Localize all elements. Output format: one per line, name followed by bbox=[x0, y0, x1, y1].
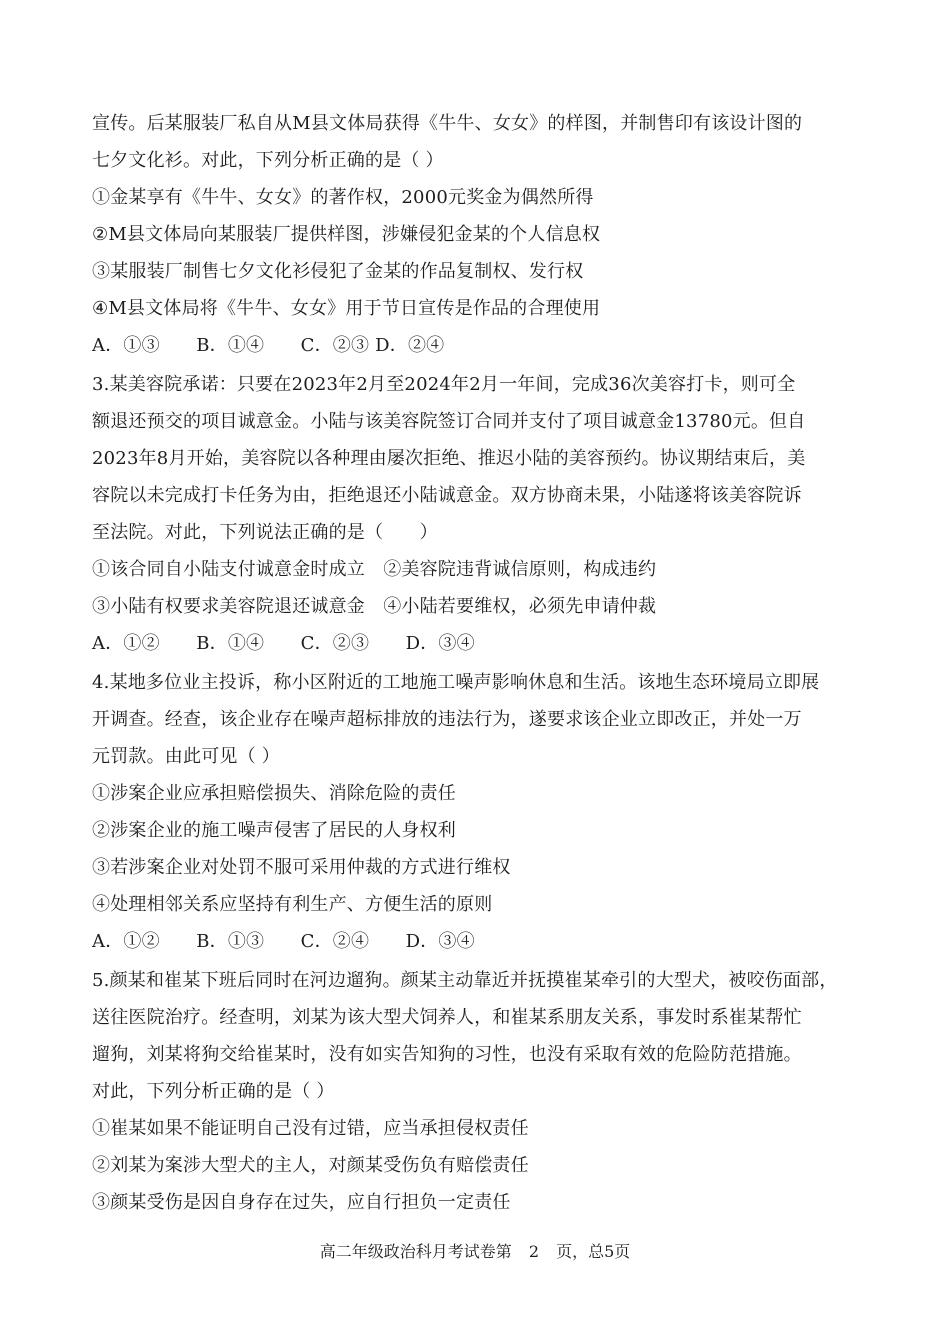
question-5: 5.颜某和崔某下班后同时在河边遛狗。颜某主动靠近并抚摸崔某牵引的大型犬，被咬伤面部， bbox=[92, 970, 838, 991]
text-line: 至法院。对此，下列说法正确的是（ ） bbox=[92, 522, 438, 543]
option-line: ③若涉案企业对处罚不服可采用仲裁的方式进行维权 bbox=[92, 857, 511, 878]
text-line: 容院以未完成打卡任务为由，拒绝退还小陆诚意金。双方协商未果，小陆遂将该美容院诉 bbox=[92, 485, 802, 506]
footer-page-number: 2 bbox=[528, 1242, 539, 1261]
footer-total: 页，总5页 bbox=[556, 1242, 631, 1261]
option-line: ①崔某如果不能证明自己没有过错，应当承担侵权责任 bbox=[92, 1118, 529, 1139]
footer-title: 高二年级政治科月考试卷第 bbox=[319, 1242, 512, 1261]
question-3: 3.某美容院承诺：只要在2023年2月至2024年2月一年间，完成36次美容打卡，则可全 bbox=[92, 374, 796, 395]
option-line: ④M县文体局将《牛牛、女女》用于节日宣传是作品的合理使用 bbox=[92, 298, 601, 319]
option-line: ①涉案企业应承担赔偿损失、消除危险的责任 bbox=[92, 783, 456, 804]
option-line: ③颜某受伤是因自身存在过失，应自行担负一定责任 bbox=[92, 1192, 511, 1213]
answer-choices: A．①③ B．①④ C．②③ D．②④ bbox=[92, 335, 445, 356]
text-line: 额退还预交的项目诚意金。小陆与该美容院签订合同并支付了项目诚意金13780元。但自 bbox=[92, 411, 806, 432]
answer-choices: A．①② B．①③ C．②④ D．③④ bbox=[92, 931, 475, 952]
text-line: 开调查。经查，该企业存在噪声超标排放的违法行为，遂要求该企业立即改正，并处一万 bbox=[92, 709, 802, 730]
text-line: 七夕文化衫。对此，下列分析正确的是（ ） bbox=[92, 150, 444, 171]
text-line: 2023年8月开始，美容院以各种理由屡次拒绝、推迟小陆的美容预约。协议期结束后，美 bbox=[92, 448, 806, 469]
option-line: ②刘某为案涉大型犬的主人，对颜某受伤负有赔偿责任 bbox=[92, 1155, 529, 1176]
text-line: 宣传。后某服装厂私自从M县文体局获得《牛牛、女女》的样图，并制售印有该设计图的 bbox=[92, 113, 803, 134]
text-line: 遛狗，刘某将狗交给崔某时，没有如实告知狗的习性，也没有采取有效的危险防范措施。 bbox=[92, 1044, 802, 1065]
question-4: 4.某地多位业主投诉，称小区附近的工地施工噪声影响休息和生活。该地生态环境局立即展 bbox=[92, 672, 820, 693]
option-line: ②涉案企业的施工噪声侵害了居民的人身权利 bbox=[92, 820, 456, 841]
option-line: ④处理相邻关系应坚持有利生产、方便生活的原则 bbox=[92, 894, 493, 915]
option-line: ③小陆有权要求美容院退还诚意金 ④小陆若要维权，必须先申请仲裁 bbox=[92, 596, 657, 617]
option-line: ①该合同自小陆支付诚意金时成立 ②美容院违背诚信原则，构成违约 bbox=[92, 559, 657, 580]
text-line: 对此，下列分析正确的是（ ） bbox=[92, 1081, 335, 1102]
option-line: ③某服装厂制售七夕文化衫侵犯了金某的作品复制权、发行权 bbox=[92, 261, 584, 282]
page-footer bbox=[0, 1240, 950, 1264]
text-line: 元罚款。由此可见（ ） bbox=[92, 746, 280, 767]
text-line: 送往医院治疗。经查明，刘某为该大型犬饲养人，和崔某系朋友关系，事发时系崔某帮忙 bbox=[92, 1007, 802, 1028]
option-line: ①金某享有《牛牛、女女》的著作权，2000元奖金为偶然所得 bbox=[92, 187, 594, 208]
option-line: ②M县文体局向某服装厂提供样图，涉嫌侵犯金某的个人信息权 bbox=[92, 224, 601, 245]
answer-choices: A．①② B．①④ C．②③ D．③④ bbox=[92, 633, 475, 654]
